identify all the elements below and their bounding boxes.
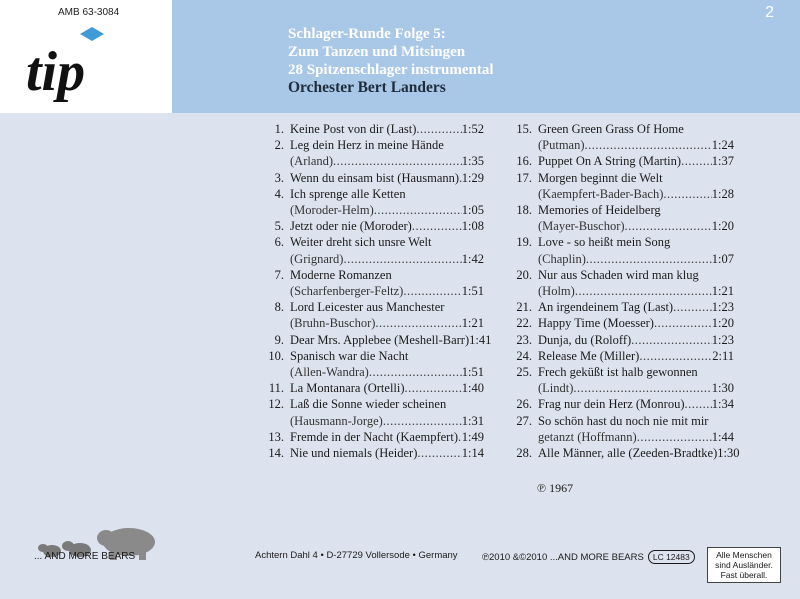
track-title: Happy Time (Moesser) xyxy=(538,316,654,331)
track-item xyxy=(510,121,734,153)
dot-leader xyxy=(416,121,461,137)
track-duration: 1:49 xyxy=(461,429,484,444)
label-name: ... AND MORE BEARS xyxy=(34,551,136,562)
track-title: Puppet On A String (Martin) xyxy=(538,154,682,169)
track-duration: 1:20 xyxy=(711,219,734,234)
dot-leader xyxy=(369,364,462,380)
track-title: Keine Post von dir (Last) xyxy=(290,122,417,136)
dot-leader xyxy=(631,332,712,348)
track-item xyxy=(262,429,484,445)
track-duration: 1:35 xyxy=(461,154,484,169)
dot-leader xyxy=(637,429,712,445)
logo-text: tip xyxy=(26,41,86,103)
track-item xyxy=(510,234,734,266)
dot-leader xyxy=(333,153,462,169)
track-duration: 1:05 xyxy=(461,203,484,218)
track-title: La Montanara (Ortelli) xyxy=(290,381,405,396)
dot-leader xyxy=(573,380,711,396)
dot-leader xyxy=(654,315,712,331)
track-title: Moderne Romanzen xyxy=(290,267,392,282)
track-duration: 1:14 xyxy=(461,446,484,461)
track-item xyxy=(262,186,484,218)
track-duration: 1:30 xyxy=(717,446,740,461)
track-number: 15. xyxy=(516,122,532,136)
notice-line-1: Alle Menschen xyxy=(716,550,772,560)
track-number: 14. xyxy=(268,446,284,461)
track-item xyxy=(262,137,484,169)
track-composer: (Arland) xyxy=(290,154,334,169)
notice-line-3: Fast überall. xyxy=(720,570,768,580)
track-item xyxy=(262,267,484,299)
track-number: 2. xyxy=(274,138,284,153)
title-line-2: Zum Tanzen und Mitsingen xyxy=(288,44,466,60)
track-number: 10. xyxy=(268,348,284,363)
logo-area xyxy=(0,0,172,113)
dot-leader xyxy=(681,153,712,169)
track-number: 17. xyxy=(516,170,532,185)
track-duration: 1:20 xyxy=(711,316,734,331)
track-number: 13. xyxy=(268,429,284,444)
title-line-1: Schlager-Runde Folge 5: xyxy=(288,26,446,42)
logo-diamond-icon xyxy=(80,27,104,41)
track-duration: 1:31 xyxy=(461,413,484,428)
track-number: 22. xyxy=(516,316,532,331)
track-number: 7. xyxy=(274,267,284,282)
dot-leader xyxy=(625,218,712,234)
track-duration: 1:37 xyxy=(711,154,734,169)
dot-leader xyxy=(405,380,462,396)
track-duration: 1:41 xyxy=(469,332,492,347)
track-composer: (Bruhn-Buschor) xyxy=(290,316,376,331)
track-composer: (Putman) xyxy=(538,138,585,153)
track-title: Leg dein Herz in meine Hände xyxy=(290,138,444,153)
track-item xyxy=(510,153,734,169)
track-number: 1. xyxy=(274,122,284,136)
track-number: 12. xyxy=(268,397,284,412)
track-composer: (Mayer-Buschor) xyxy=(538,219,625,234)
album-titles xyxy=(288,25,494,97)
track-composer: (Hausmann-Jorge) xyxy=(290,413,383,428)
track-number: 28. xyxy=(516,446,532,461)
dot-leader xyxy=(417,445,461,461)
track-item xyxy=(262,218,484,234)
track-duration: 1:51 xyxy=(461,365,484,380)
track-title: Weiter dreht sich unsre Welt xyxy=(290,235,432,250)
track-title: So schön hast du noch nie mit mir xyxy=(538,413,709,428)
track-number: 20. xyxy=(516,267,532,282)
track-item xyxy=(510,348,734,364)
track-title: Memories of Heidelberg xyxy=(538,203,661,218)
artist-name: Orchester Bert Landers xyxy=(288,79,446,96)
tracklist-left xyxy=(262,121,492,461)
track-item xyxy=(510,202,734,234)
dot-leader xyxy=(663,186,711,202)
track-composer: (Holm) xyxy=(538,284,575,299)
track-item xyxy=(510,332,734,348)
track-item xyxy=(262,445,484,461)
track-duration: 1:29 xyxy=(461,170,484,185)
track-duration: 2:11 xyxy=(712,348,734,363)
copyright-line xyxy=(482,550,695,564)
track-item xyxy=(262,234,484,266)
track-title: Frag nur dein Herz (Monrou) xyxy=(538,397,685,412)
track-duration: 1:21 xyxy=(461,316,484,331)
track-title: Lord Leicester aus Manchester xyxy=(290,300,445,315)
dot-leader xyxy=(575,283,712,299)
track-duration: 1:21 xyxy=(711,284,734,299)
track-title: Dear Mrs. Applebee (Meshell-Barr) xyxy=(290,332,470,347)
label-code-badge: LC 12483 xyxy=(648,550,695,564)
track-number: 16. xyxy=(516,154,532,169)
page-number: 2 xyxy=(765,4,774,21)
track-number: 19. xyxy=(516,235,532,250)
track-item xyxy=(510,170,734,202)
track-title: Ich sprenge alle Ketten xyxy=(290,186,406,201)
track-title: Laß die Sonne wieder scheinen xyxy=(290,397,447,412)
track-number: 4. xyxy=(274,186,284,201)
track-title: Nie und niemals (Heider) xyxy=(290,446,418,461)
track-title: Frech geküßt ist halb gewonnen xyxy=(538,365,698,380)
track-title: Release Me (Miller) xyxy=(538,348,640,363)
phonogram-year: ℗ 1967 xyxy=(537,481,574,495)
track-duration: 1:23 xyxy=(711,332,734,347)
track-item xyxy=(510,299,734,315)
tip-logo xyxy=(18,24,158,104)
track-title: Love - so heißt mein Song xyxy=(538,235,671,250)
track-number: 8. xyxy=(274,300,284,315)
track-item xyxy=(510,396,734,412)
catalog-number: AMB 63-3084 xyxy=(58,7,120,18)
title-line-3: 28 Spitzenschlager instrumental xyxy=(288,62,494,78)
track-item xyxy=(262,170,484,186)
track-composer: (Scharfenberger-Feltz) xyxy=(290,284,404,299)
track-title: Wenn du einsam bist (Hausmann) xyxy=(290,170,460,185)
tracklist-right xyxy=(510,121,740,461)
track-number: 5. xyxy=(274,219,284,234)
track-composer: getanzt (Hoffmann) xyxy=(538,429,637,444)
track-duration: 1:40 xyxy=(461,381,484,396)
track-number: 6. xyxy=(274,235,284,250)
dot-leader xyxy=(412,218,462,234)
track-title: Nur aus Schaden wird man klug xyxy=(538,267,699,282)
dot-leader xyxy=(403,283,461,299)
track-number: 9. xyxy=(274,332,284,347)
notice-box xyxy=(707,547,781,583)
track-title: Alle Männer, alle (Zeeden-Bradtke) xyxy=(538,446,718,461)
track-number: 26. xyxy=(516,397,532,412)
track-item xyxy=(510,267,734,299)
track-item xyxy=(510,315,734,331)
track-composer: (Moroder-Helm) xyxy=(290,203,374,218)
track-number: 27. xyxy=(516,413,532,428)
track-title: Jetzt oder nie (Moroder) xyxy=(290,219,412,234)
track-item xyxy=(262,396,484,428)
track-duration: 1:24 xyxy=(711,138,734,153)
track-item xyxy=(262,380,484,396)
dot-leader xyxy=(375,315,461,331)
dot-leader xyxy=(684,396,711,412)
track-number: 25. xyxy=(516,365,532,380)
track-composer: (Kaempfert-Bader-Bach) xyxy=(538,186,664,201)
track-title: Green Green Grass Of Home xyxy=(538,122,684,136)
track-item xyxy=(510,445,740,461)
dot-leader xyxy=(343,251,461,267)
notice-line-2: sind Ausländer. xyxy=(715,560,773,570)
track-composer: (Grignard) xyxy=(290,251,344,266)
dot-leader xyxy=(383,413,462,429)
track-item xyxy=(262,348,484,380)
address: Achtern Dahl 4 • D-27729 Vollersode • Germany xyxy=(255,550,458,561)
track-composer: (Chaplin) xyxy=(538,251,586,266)
track-duration: 1:28 xyxy=(711,186,734,201)
track-duration: 1:07 xyxy=(711,251,734,266)
copyright-text: ℗2010 &©2010 ...AND MORE BEARS xyxy=(482,551,644,563)
track-duration: 1:51 xyxy=(461,284,484,299)
track-duration: 1:42 xyxy=(461,251,484,266)
dot-leader xyxy=(639,348,712,364)
track-composer: (Allen-Wandra) xyxy=(290,365,369,380)
dot-leader xyxy=(586,251,712,267)
track-number: 21. xyxy=(516,300,532,315)
track-duration: 1:44 xyxy=(711,429,734,444)
track-item xyxy=(262,332,492,348)
track-title: Fremde in der Nacht (Kaempfert) xyxy=(290,429,458,444)
track-title: Dunja, du (Roloff) xyxy=(538,332,632,347)
track-duration: 1:52 xyxy=(461,122,484,136)
dot-leader xyxy=(673,299,712,315)
track-number: 3. xyxy=(274,170,284,185)
dot-leader xyxy=(374,202,462,218)
track-title: An irgendeinem Tag (Last) xyxy=(538,300,674,315)
track-duration: 1:23 xyxy=(711,300,734,315)
track-item xyxy=(510,413,734,445)
track-duration: 1:08 xyxy=(461,219,484,234)
dot-leader xyxy=(585,137,712,153)
track-duration: 1:30 xyxy=(711,381,734,396)
track-number: 11. xyxy=(268,381,284,396)
track-number: 18. xyxy=(516,203,532,218)
track-item xyxy=(262,121,484,137)
track-item xyxy=(510,364,734,396)
track-title: Spanisch war die Nacht xyxy=(290,348,409,363)
track-number: 23. xyxy=(516,332,532,347)
track-duration: 1:34 xyxy=(711,397,734,412)
track-composer: (Lindt) xyxy=(538,381,574,396)
track-title: Morgen beginnt die Welt xyxy=(538,170,663,185)
track-item xyxy=(262,299,484,331)
track-number: 24. xyxy=(516,348,532,363)
